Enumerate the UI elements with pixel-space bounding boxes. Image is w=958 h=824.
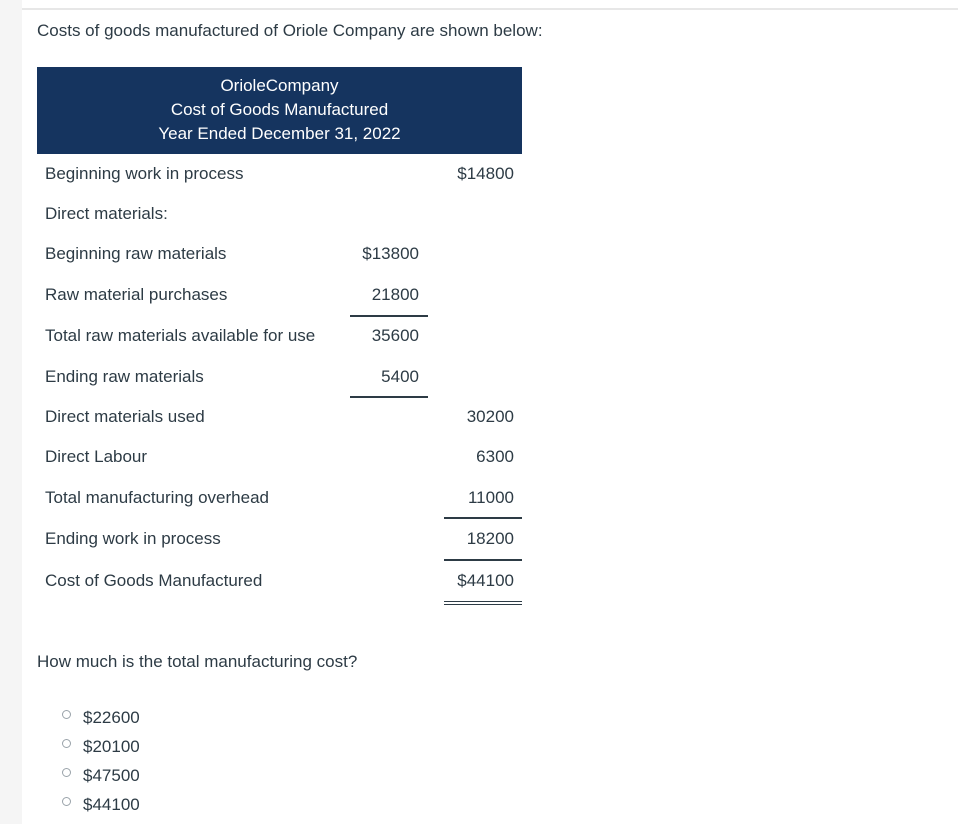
row-subtotal-value: 21800 [371, 285, 419, 304]
row-label: Ending work in process [45, 529, 221, 548]
option-label: $20100 [83, 737, 140, 756]
row-subtotal-value: 5400 [381, 367, 419, 386]
company-name: OrioleCompany [220, 76, 339, 95]
row-subtotal-value: 35600 [371, 326, 419, 345]
row-total-value: 6300 [476, 447, 514, 466]
row-label: Direct Labour [45, 447, 148, 466]
top-divider [22, 8, 958, 10]
statement-row [37, 161, 522, 187]
statement-row [37, 241, 522, 267]
radio-button[interactable] [62, 710, 71, 719]
statement-row [37, 201, 522, 227]
row-label: Beginning work in process [45, 164, 244, 183]
answer-option[interactable] [62, 794, 140, 816]
row-label: Total raw materials available for use [45, 326, 316, 345]
question-text: How much is the total manufacturing cost? [37, 652, 358, 671]
subtotal-underline [350, 396, 428, 398]
row-total-value: 11000 [467, 488, 514, 507]
statement-row [37, 364, 522, 390]
row-label: Direct materials: [45, 204, 168, 223]
statement-row [37, 568, 522, 594]
row-total-value: 18200 [466, 529, 514, 548]
statement-row [37, 526, 522, 552]
statement-row [37, 485, 522, 511]
row-total-value: 30200 [466, 407, 514, 426]
statement-period: Year Ended December 31, 2022 [158, 124, 401, 143]
statement-row [37, 444, 522, 470]
statement-row [37, 404, 522, 430]
row-label: Cost of Goods Manufactured [45, 571, 263, 590]
statement-header [37, 67, 522, 154]
row-label: Ending raw materials [45, 367, 204, 386]
row-subtotal-value: $13800 [362, 244, 419, 263]
statement-row [37, 323, 522, 349]
row-total-value: $14800 [457, 164, 514, 183]
answer-option[interactable] [62, 736, 140, 758]
radio-button[interactable] [62, 739, 71, 748]
row-label: Direct materials used [45, 407, 205, 426]
intro-text: Costs of goods manufactured of Oriole Company are shown below: [37, 21, 543, 40]
total-underline [444, 559, 522, 561]
answer-option[interactable] [62, 765, 140, 787]
option-label: $47500 [83, 766, 140, 785]
radio-button[interactable] [62, 768, 71, 777]
subtotal-underline [350, 315, 428, 317]
row-total-value: $44100 [457, 571, 514, 590]
total-underline [444, 517, 522, 519]
radio-button[interactable] [62, 797, 71, 806]
row-label: Raw material purchases [45, 285, 228, 304]
statement-row [37, 282, 522, 308]
content-panel [22, 0, 958, 824]
statement-title: Cost of Goods Manufactured [170, 100, 389, 119]
option-label: $22600 [83, 708, 140, 727]
row-label: Total manufacturing overhead [45, 488, 269, 507]
double-underline [444, 601, 522, 605]
answer-option[interactable] [62, 707, 140, 729]
row-label: Beginning raw materials [45, 244, 227, 263]
option-label: $44100 [83, 795, 140, 814]
